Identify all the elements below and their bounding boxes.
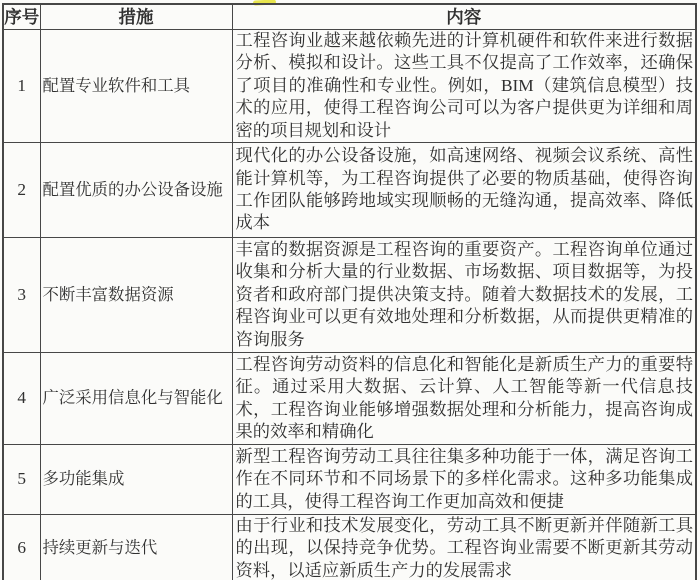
row-measure: 广泛采用信息化与智能化: [40, 353, 232, 445]
row-measure: 持续更新与迭代: [40, 515, 232, 580]
row-content: 现代化的办公设备设施，如高速网络、视频会议系统、高性能计算机等，为工程咨询提供了必要的物质基础，使得咨询工作团队能够跨地域实现顺畅的无缝沟通，提高效率、降低成本: [232, 143, 696, 238]
table-row: [3, 143, 696, 238]
table-row: [3, 515, 696, 580]
header-row: [3, 4, 696, 30]
row-measure: 多功能集成: [40, 445, 232, 515]
row-measure: 不断丰富数据资源: [40, 238, 232, 353]
row-content: 工程咨询业越来越依赖先进的计算机硬件和软件来进行数据分析、模拟和设计。这些工具不仅提高了工作效率，还确保了项目的准确性和专业性。例如，BIM（建筑信息模型）技术的应用，使得工程咨询公司可以为客户提供更为详细和周密的项目规划和设计: [232, 30, 696, 143]
header-cell-num: 序号: [3, 4, 40, 30]
row-content: 新型工程咨询劳动工具往往集多种功能于一体，满足咨询工作在不同环节和不同场景下的多样化需求。这种多功能集成的工具，使得工程咨询工作更加高效和便捷: [232, 445, 696, 515]
row-content: 由于行业和技术发展变化，劳动工具不断更新并伴随新工具的出现，以保持竞争优势。工程咨询业需要不断更新其劳动资料，以适应新质生产力的发展需求: [232, 515, 696, 580]
row-number: 3: [3, 238, 40, 353]
table-row: [3, 445, 696, 515]
row-number: 4: [3, 353, 40, 445]
row-content: 工程咨询劳动资料的信息化和智能化是新质生产力的重要特征。通过采用大数据、云计算、人工智能等新一代信息技术，工程咨询业能够增强数据处理和分析能力，提高咨询成果的效率和精确化: [232, 353, 696, 445]
row-measure: 配置专业软件和工具: [40, 30, 232, 143]
row-number: 2: [3, 143, 40, 238]
table-row: [3, 238, 696, 353]
header-cell-content: 内容: [232, 4, 696, 30]
row-number: 6: [3, 515, 40, 580]
row-number: 5: [3, 445, 40, 515]
table-row: [3, 30, 696, 143]
row-measure: 配置优质的办公设备设施: [40, 143, 232, 238]
measures-table: [2, 3, 697, 580]
table-row: [3, 353, 696, 445]
row-number: 1: [3, 30, 40, 143]
header-cell-measure: 措施: [40, 4, 232, 30]
row-content: 丰富的数据资源是工程咨询的重要资产。工程咨询单位通过收集和分析大量的行业数据、市场数据、项目数据等，为投资者和政府部门提供决策支持。随着大数据技术的发展，工程咨询业可以更有效地处理和分析数据，从而提供更精准的咨询服务: [232, 238, 696, 353]
